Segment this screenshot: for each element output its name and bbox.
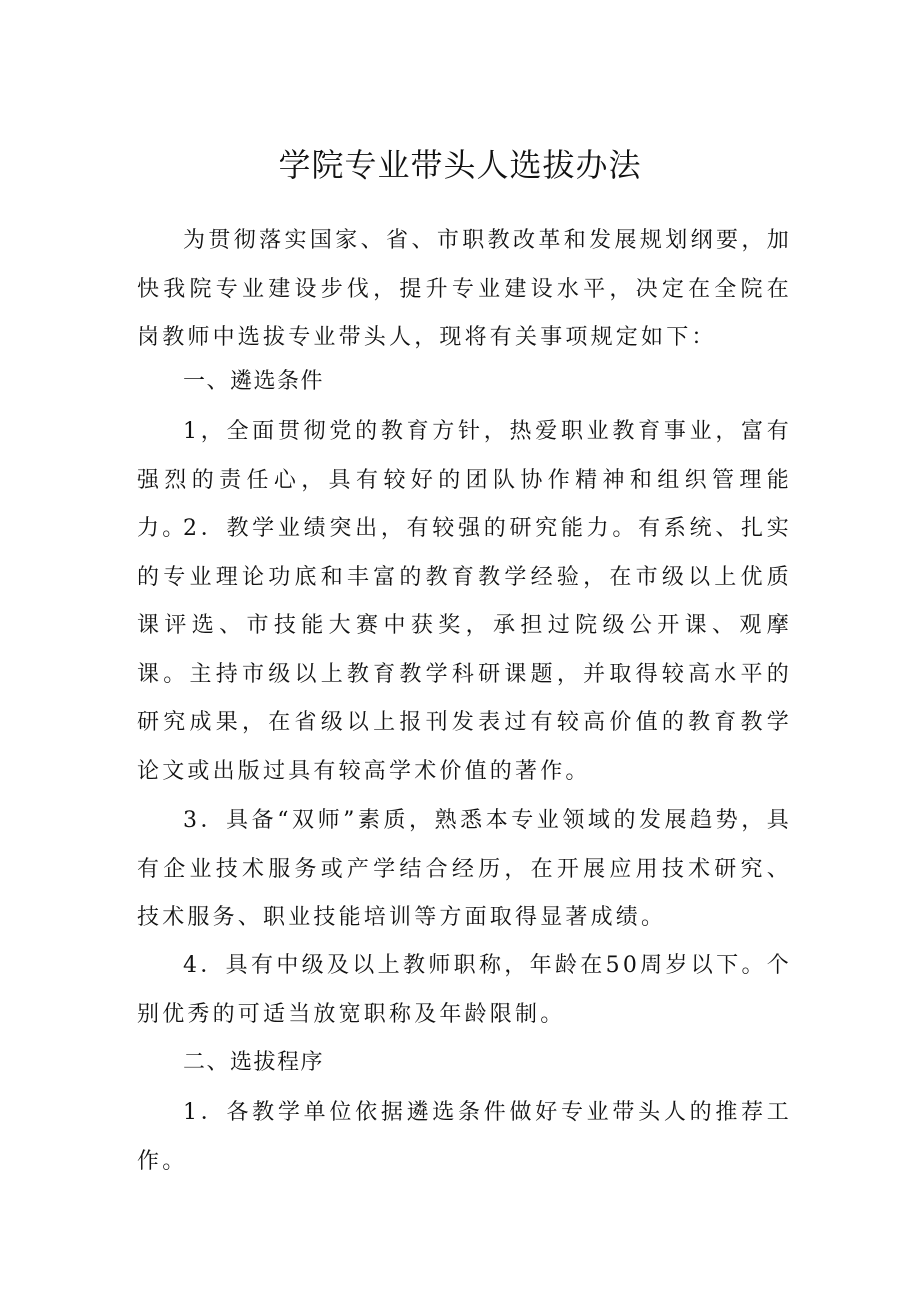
- criteria-item-4: 4．具有中级及以上教师职称，年龄在50周岁以下。个别优秀的可适当放宽职称及年龄限制。: [137, 953, 792, 1027]
- criteria-item-2: 2．教学业绩突出，有较强的研究能力。有系统、扎实的专业理论功底和丰富的教育教学经验，在市级以上优质课评选、市技能大赛中获奖，承担过院级公开课、观摩课。主持市级以上教育教学科研课题，并取得较高水平的研究成果，在省级以上报刊发表过有较高价值的教育教学论文或出版过具有较高学术价值的著作。: [137, 516, 792, 784]
- procedure-item-1: 1．各教学单位依据遴选条件做好专业带头人的推荐工作。: [137, 1100, 792, 1174]
- criteria-item-4-block: [137, 942, 792, 1039]
- criteria-item-3: 3．具备“双师”素质，熟悉本专业领域的发展趋势，具有企业技术服务或产学结合经历，在开展应用技术研究、技术服务、职业技能培训等方面取得显著成绩。: [137, 808, 792, 930]
- intro-paragraph-block: [137, 217, 792, 363]
- criteria-item-3-block: [137, 797, 792, 943]
- section-heading-selection-procedure: 二、选拔程序: [183, 1050, 325, 1075]
- section-heading-selection-criteria: 一、遴选条件: [183, 369, 325, 394]
- procedure-item-1-block: [137, 1089, 792, 1186]
- criteria-item-1: 1，全面贯彻党的教育方针，热爱职业教育事业，富有强烈的责任心，具有较好的团队协作精神和组织管理能力。: [137, 419, 792, 541]
- intro-paragraph: 为贯彻落实国家、省、市职教改革和发展规划纲要，加快我院专业建设步伐，提升专业建设水平，决定在全院在岗教师中选拔专业带头人，现将有关事项规定如下：: [137, 228, 792, 350]
- document-title: 学院专业带头人选拔办法: [278, 146, 642, 184]
- criteria-item-2-block: [137, 505, 792, 796]
